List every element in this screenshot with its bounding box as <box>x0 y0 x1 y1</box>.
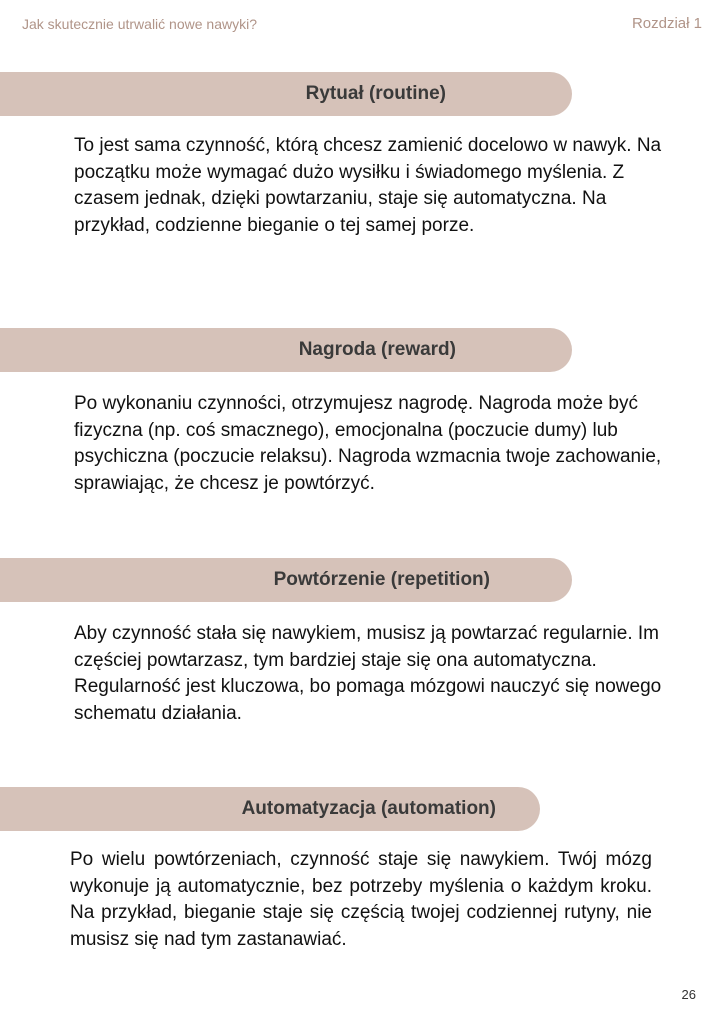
section-heading-text: Powtórzenie (repetition) <box>273 569 490 590</box>
page-number: 26 <box>681 987 696 1002</box>
section-heading-text: Automatyzacja (automation) <box>241 798 496 819</box>
section-heading-text: Nagroda (reward) <box>298 339 456 360</box>
document-title: Jak skutecznie utrwalić nowe nawyki? <box>22 16 257 32</box>
section-heading-repetition <box>0 558 572 602</box>
chapter-label: Rozdział 1 <box>631 15 702 32</box>
section-heading-automation <box>0 787 540 831</box>
section-heading-reward <box>0 328 572 372</box>
section-paragraph-repetition: Aby czynność stała się nawykiem, musisz ją powtarzać regularnie. Im częściej powtarzasz, tym bardziej staje się ona automatyczna. Regularność jest kluczowa, bo pomaga mózgowi nauczyć się nowego schematu działania. <box>74 623 662 724</box>
section-paragraph-routine: To jest sama czynność, którą chcesz zamienić docelowo w nawyk. Na początku może wymagać dużo wysiłku i świadomego myślenia. Z czasem jednak, dzięki powtarzaniu, staje się automatyczna. Na przykład, codzienne bieganie o tej samej porze. <box>74 135 662 236</box>
section-paragraph-reward: Po wykonaniu czynności, otrzymujesz nagrodę. Nagroda może być fizyczna (np. coś smacznego), emocjonalna (poczucie dumy) lub psychiczna (poczucie relaksu). Nagroda wzmacnia twoje zachowanie, sprawiając, że chcesz je powtórzyć. <box>74 393 662 494</box>
section-heading-text: Rytuał (routine) <box>305 83 446 104</box>
section-heading-routine <box>0 72 572 116</box>
section-paragraph-automation: Po wielu powtórzeniach, czynność staje się nawykiem. Twój mózg wykonuje ją automatycznie, bez potrzeby myślenia o każdym kroku. Na przykład, bieganie staje się częścią twojej codziennej rutyny, nie musisz się nad tym zastanawiać. <box>70 849 652 950</box>
